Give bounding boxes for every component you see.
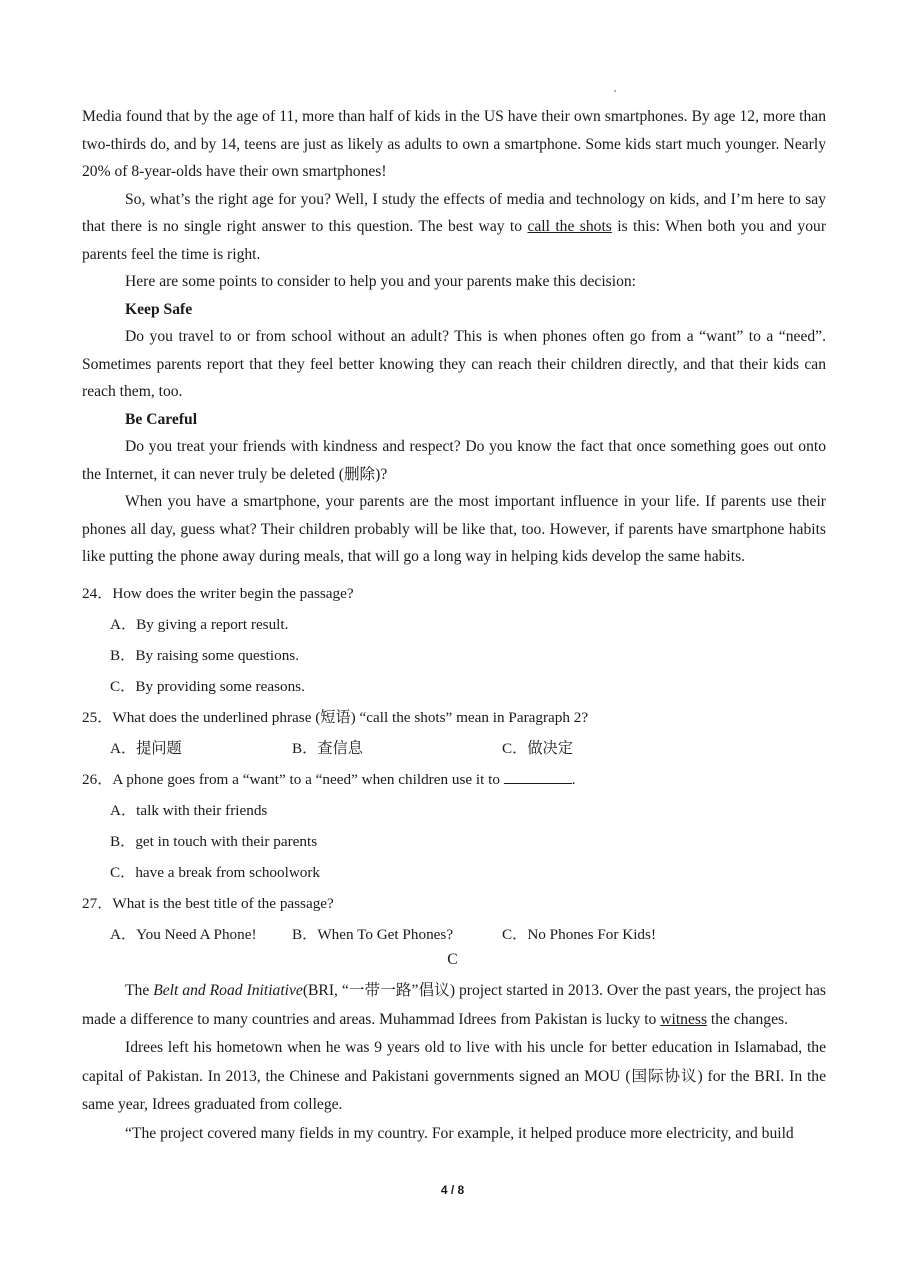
paragraph-5: Do you treat your friends with kindness and respect? Do you know the fact that once something goes out onto the Internet, it can never truly be deleted (删除)? [82,438,826,483]
option-26-a: A．talk with their friends [110,802,268,819]
question-24: 24．How does the writer begin the passage? [82,585,354,602]
answer-blank [504,768,572,784]
option-24-c: C．By providing some reasons. [110,678,305,695]
paragraph-2-start: So, what’s the right age for you? Well, I study the effects of media and technology on kids, and I’m here to say that there is no single right answer to this question. The best way to [82,190,826,235]
question-26-text: 26．A phone goes from a “want” to a “need” when children use it to [82,771,504,788]
option-26-b: B．get in touch with their parents [110,833,318,850]
option-24-a: A．By giving a report result. [110,616,289,633]
paragraph-2-end: is this: When both you and your parents feel the time is right. [82,218,827,263]
heading-be-careful: Be Careful [125,410,198,428]
underlined-phrase: call the shots [527,218,612,235]
scan-dot [614,90,616,92]
option-27-b: B．When To Get Phones? [292,926,454,943]
section-letter-c: C [447,951,458,968]
c-paragraph-3: “The project covered many fields in my country. For example, it helped produce more electricity, and build [125,1124,794,1142]
paragraph-4: Do you travel to or from school without an adult? This is when phones often go from a “want” to a “need”. Sometimes parents report that they feel better knowing they can reach their children directly, and that their kids can reach them, too. [82,328,826,400]
option-27-c: C．No Phones For Kids! [502,926,656,943]
passage-b-text [82,103,826,571]
option-25-c: C．做决定 [502,740,573,757]
paragraph-1: Media found that by the age of 11, more than half of kids in the US have their own smartphones. By age 12, more than two-thirds do, and by 14, teens are just as likely as adults to own a smartphone. Some kids start much younger. Nearly 20% of 8-year-olds have their own smartphones! [82,108,826,180]
page-number: 4 / 8 [440,1183,465,1197]
option-24-b: B．By raising some questions. [110,647,299,664]
c-paragraph-1-start: The [125,982,154,999]
passage-c-text [82,977,826,1148]
heading-keep-safe: Keep Safe [125,300,193,318]
c-paragraph-1-middle: (BRI, “一带一路”倡议) project started in 2013. Over the past years, the project has made a difference to many countries and areas. Muhammad Idrees from Pakistan is lucky to [82,982,826,1028]
c-paragraph-1 [82,977,826,1034]
question-25: 25．What does the underlined phrase (短语) “call the shots” mean in Paragraph 2? [82,709,589,726]
italic-title: Belt and Road Initiative [153,982,303,999]
option-27-a: A．You Need A Phone! [110,926,257,943]
c-paragraph-1-end: the changes. [707,1010,788,1028]
question-26 [82,764,826,795]
question-26-period: . [571,771,576,788]
questions-block [82,578,826,950]
paragraph-6: When you have a smartphone, your parents are the most important influence in your life. If parents use their phones all day, guess what? Their children probably will be like that, too. However, if parents have smartphone habits like putting the phone away during meals, that will go a long way in helping kids develop the same habits. [82,493,826,565]
option-25-b: B．查信息 [292,740,363,757]
paragraph-3: Here are some points to consider to help you and your parents make this decision: [125,273,636,290]
options-25 [82,733,826,764]
question-27: 27．What is the best title of the passage? [82,895,334,912]
option-26-c: C．have a break from schoolwork [110,864,321,881]
underlined-word: witness [660,1010,708,1028]
paragraph-2 [82,186,826,269]
options-27 [82,919,826,950]
c-paragraph-2: Idrees left his hometown when he was 9 years old to live with his uncle for better education in Islamabad, the capital of Pakistan. In 2013, the Chinese and Pakistani governments signed an MOU (国际协议) for the BRI. In the same year, Idrees graduated from college. [82,1039,826,1113]
option-25-a: A．提问题 [110,740,182,757]
